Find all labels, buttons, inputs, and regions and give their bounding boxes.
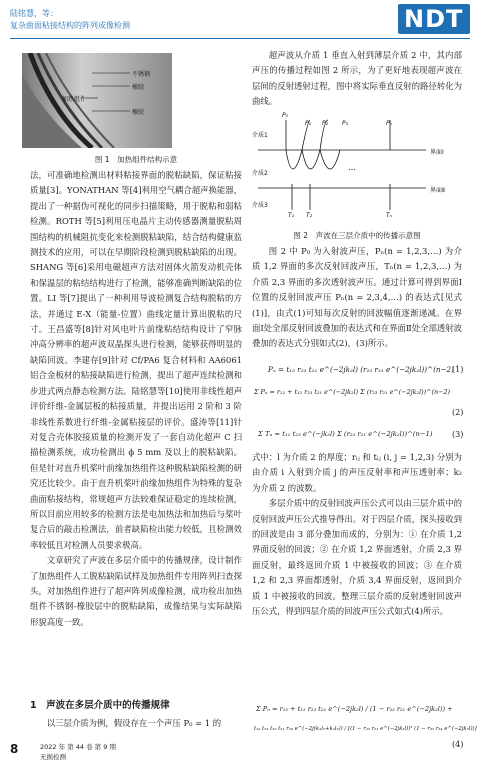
equation-4-line2: t₁₂ t₂₃ t₃₂ t₂₁ r₃₄ e^(−2j(k₂l₂+k₃l₃)) / [(1 − r₂₃ r₂₁ e^(−2jk₂l))² (1 − r₃₂ r₃₄ e^(−2jk₃l))] [254,726,477,732]
fig2-label-interface2: 界面Ⅱ [430,187,445,194]
fig2-label-p2: P₂ [322,120,329,127]
right-paragraph-3: 式中：l 为介质 2 的厚度；rᵢⱼ 和 tᵢⱼ (i, j = 1,2,3) 分别为由介质 i 入射到介质 j 的声压反射率和声压透射率；k₂ 为介质 2 的波数。 [252,452,462,493]
right-column-top [252,48,462,110]
header-title: 复杂曲面粘接结构的阵列成像检测 [10,21,130,30]
journal-logo [398,4,470,34]
figure1-photo [22,53,172,148]
equation-1: Pₙ = t₁₂ r₂₃ t₂₁ e^(−2jk₂l) (r₂₃ r₂₁ e^(−2jk₂l))^(n−2) [268,365,454,374]
equation-4-number: (4) [452,740,464,749]
equation-2: Σ Pₙ = r₁₂ + t₁₂ r₂₃ t₂₁ e^(−2jk₂l) Σ (r₂₃ r₂₁ e^(−2jk₂l))^(n−2) [254,388,450,396]
right-paragraph-4: 多层介质中的反射回波声压公式可以由三层介质中的反射回波声压公式推导得出。对于四层介质，探头接收到的回波是由 3 部分叠加而成的，分别为：① 在介质 1,2 界面反射的回波；② 在介质 1,2 界面透射，介质 2,3 界面反射，最终返回介质 1 中被接收的回波；③ 在介质 1,2 和 2,3 界面都透射，介质 3,4 界面反射，返回到介质 1 中被接收的回波。整理三层介质的反射透射回波声压公式，得到四层介质的回波声压公式如式(4)所示。 [252,498,462,617]
figure2-caption: 图 2 声波在三层介质中的传播示意图 [293,231,421,240]
header-divider [10,38,470,39]
fig1-label-rubber-bottom: 橡胶 [132,109,145,116]
equation-4-line1: Σ Pₙ = r₁₂ + t₁₂ r₂₃ t₂₁ e^(−2jk₂l) / (1 − r₂₃ r₂₁ e^(−2jk₂l)) + [256,705,453,713]
equation-3-number: (3) [452,430,464,439]
fig2-label-p3: P₃ [342,120,349,127]
page-number: 8 [10,742,19,756]
figure2-diagram [258,110,458,222]
right-column-lower [252,450,462,619]
fig2-label-medium3: 介质3 [252,202,268,209]
right-paragraph-2: 图 2 中 P₀ 为入射波声压，Pₙ(n = 1,2,3,…) 为介质 1,2 界面的多次反射回波声压，Tₙ(n = 1,2,3,…) 为介质 2,3 界面的多次透射波声压。通过计算可得到界面Ⅰ位置的反射回波声压 Pₙ(n = 2,3,4,…) 的表达式[见式(1)]，由式(1)可知每次反射的回波幅值逐渐递减。在界面Ⅰ处全部反射回波叠加的表达式和在界面Ⅱ处全部透射波叠加的表达式分别如式(2)，(3)所示。 [252,246,462,349]
page-header [0,0,480,38]
equation-1-number: (1) [452,365,464,374]
figure1-caption: 图 1 加热组件结构示意 [94,155,178,164]
fig1-label-rubber-top: 橡胶 [132,84,145,91]
fig2-label-pn: Pₙ [386,120,393,127]
fig1-label-heater: 加热组件 [62,96,87,103]
fig1-label-steel: 不锈钢 [132,71,151,78]
section-1-title: 1 声波在多层介质中的传播规律 [30,700,170,711]
svg-text:…: … [348,163,356,172]
fig2-label-tn: Tₙ [386,212,393,219]
fig2-label-medium2: 介质2 [252,170,268,177]
equation-3: Σ Tₙ = t₁₂ t₂₃ e^(−jk₂l) Σ (r₂₃ r₂₁ e^(−2jk₂l))^(n−1) [258,430,433,438]
right-paragraph-1: 超声波从介质 1 垂直入射到薄层介质 2 中，其内部声压的传播过程如图 2 所示，为了更好地表现超声波在层间的反射透射过程，图中将实际垂直反射的路径转化为曲线。 [252,50,462,107]
left-paragraph-2: 文章研究了声波在多层介质中的传播规律，设计制作了加热组件人工脱粘缺陷试样及加热组件专用阵列扫查探头，对加热组件进行了超声阵列成像检测，成功检出加热组件不锈钢-橡胶层中的脱粘缺陷，成像结果与实际缺陷形貌高度一致。 [30,555,242,627]
left-column-tail [30,716,242,731]
journal-issue: 2022 年 第 44 卷 第 9 期 [40,743,116,751]
equation-2-number: (2) [452,408,464,417]
fig2-label-p0: P₀ [282,112,289,119]
fig2-label-medium1: 介质1 [252,132,268,139]
header-authors: 陆铭慧，等： [10,9,58,18]
fig2-label-interface1: 界面Ⅰ [430,149,444,156]
left-paragraph-3: 以三层介质为例，假设存在一个声压 P₀ = 1 的 [46,718,222,728]
logo-text: NDT [404,5,464,33]
left-paragraph-1: 法，可准确地检测出材料粘接界面的脱粘缺陷，保证粘接质量[3]。YONATHAN 等[4]利用空气耦合超声换能器，提出了一种据伪可视化的同步扫描策略，用于脱粘和弱粘检测。ROTH 等[5]利用压电晶片主动传感器测量脱粘周围结构的机械阻抗变化来检测脱粘缺陷，结合结构健康监测技术的应用，可以在早期阶段检测到脱粘缺陷的出现。SHANG 等[6]采用电磁超声方法对固体火箭发动机壳体和保温层的粘结结构进行了检测，能够准确判断缺陷的位置。LI 等[7]提出了一种利用导波检测复合结构脱粘的方法，并通过 E-X（能量-位置）曲线定量计算出脱粘的尺寸。王昌盛等[8]针对风电叶片前缘粘结结构设计了窄脉冲高分辨率的超声波双晶探头进行检测，能够获得明显的缺陷回波。李建存[9]针对 Cf/PA6 复合材料和 AA6061 铝合金板材的粘接缺陷进行检测，提出了超声连续检测和步进式两点静态检测方法。陆铭慧等[10]使用非线性超声评价纤维-金属层板的粘接质量，并提出运用 2 阶和 3 阶非线性系数进行纤维-金属粘接层的评价。盛涛等[11]针对复合壳体胶接质量的检测开发了一套自动化超声 C 扫描检测系统，成功检测出 ϕ 5 mm 及以上的脱粘缺陷。但是针对直升机桨叶前缘加热组件这种脱粘缺陷检测的研究还比较少。由于直升机桨叶前缘加热组件为特殊的复杂曲面粘接结构，常规超声方法较难保证稳定的连续检测，所以目前应用较多的检测方法是电加热法和加热后与桨叶复合后的敲击检测法，前者缺陷检出能力较低，且检测效率较低且对检测人员要求极高。 [30,170,242,550]
fig2-label-t2: T₂ [306,212,313,219]
right-column-mid [252,244,462,352]
fig2-label-t1: T₁ [288,212,295,219]
journal-name: 无损检测 [40,753,66,761]
fig2-label-p1: P₁ [305,120,312,127]
left-column [30,168,242,630]
